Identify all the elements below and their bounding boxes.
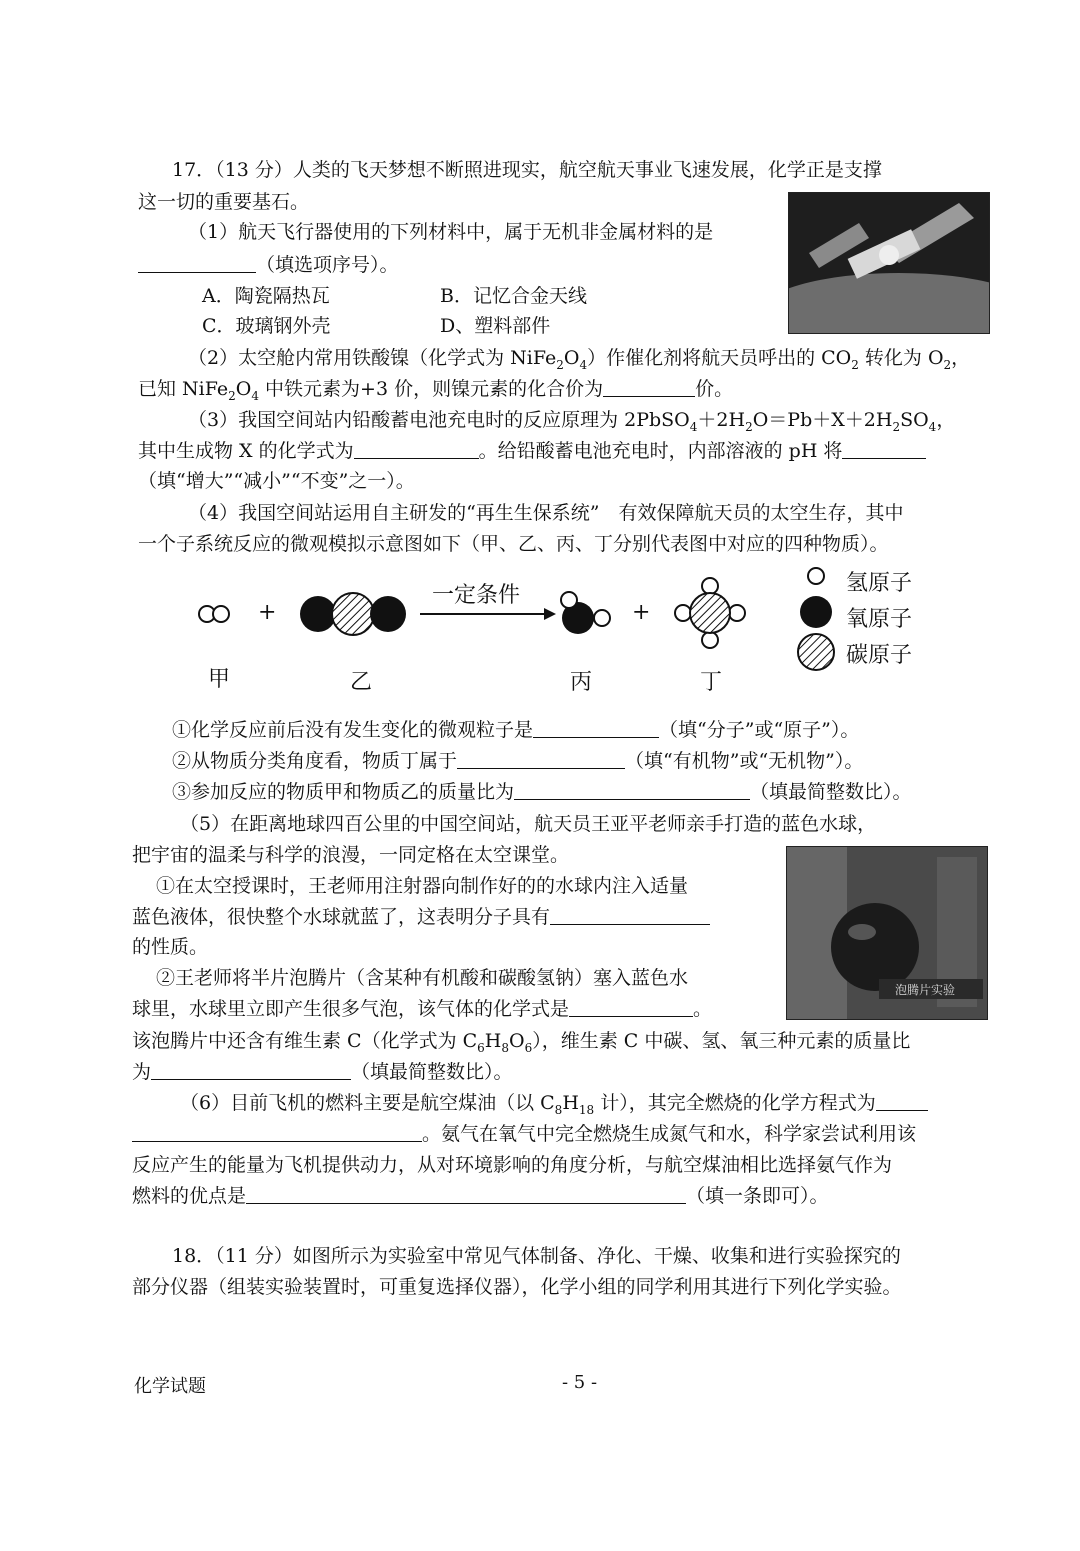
p6-text-d: 。氨气在氧气中完全燃烧生成氮气和水，科学家尝试利用该	[422, 1123, 917, 1145]
q17-part3-line-1	[188, 406, 955, 441]
q17-part6-line-2	[132, 1120, 916, 1148]
answer-blank-2[interactable]	[603, 376, 695, 397]
label-jia: 甲	[208, 667, 231, 692]
q4-2-hint: （填“有机物”或“无机物”）。	[625, 750, 864, 772]
q17-part5-sub1-line-2	[132, 903, 710, 931]
q17-part4-sub3	[172, 778, 912, 806]
q17-part5-sub2-line-4	[132, 1058, 513, 1086]
q17-part6-line-1	[180, 1089, 928, 1124]
sub-2c: 2	[943, 357, 952, 372]
sub-4d: 4	[928, 419, 937, 434]
p2-text-g: O	[235, 378, 252, 400]
option-c: C．玻璃钢外壳	[202, 315, 331, 337]
p2-text-f: 已知 NiFe	[138, 378, 229, 400]
answer-blank-4-3[interactable]	[514, 779, 750, 800]
p5-text-n: （填最简整数比）。	[351, 1061, 513, 1083]
sub-2: 2	[556, 357, 564, 372]
answer-blank-6-1a[interactable]	[876, 1090, 928, 1111]
p2-text-c: ）作催化剂将航天员呼出的 CO	[587, 347, 852, 369]
p5-text-l: ），维生素 C 中碳、氢、氧三种元素的质量比	[532, 1030, 911, 1052]
sub-2e: 2	[745, 419, 753, 434]
sub-4: 4	[579, 357, 588, 372]
molecule-bing	[561, 592, 610, 634]
q17-part6-line-3: 反应产生的能量为飞机提供动力，从对环境影响的角度分析，与航空煤油相比选择氨气作为	[132, 1154, 893, 1176]
p3-text-e: ，	[936, 409, 956, 431]
reaction-arrow	[420, 608, 556, 620]
space-station-illustration	[789, 193, 989, 333]
q18-line-1: 18．（11 分）如图所示为实验室中常见气体制备、净化、干燥、收集和进行实验探究的	[172, 1245, 901, 1267]
sub-6b: 6	[524, 1040, 533, 1055]
footer-subject: 化学试题	[134, 1376, 206, 1397]
p3-text-f: 其中生成物 X 的化学式为	[138, 440, 354, 462]
q17-part6-line-4	[132, 1182, 829, 1210]
q17-part2-line-1	[188, 344, 970, 379]
q17-part1-blank-line	[138, 251, 399, 279]
answer-blank-5-2[interactable]	[569, 996, 693, 1017]
p3-text-b: ＋2H	[697, 409, 746, 431]
footer-page-number: - 5 -	[562, 1372, 598, 1393]
answer-blank-5-1[interactable]	[550, 904, 710, 925]
p2-text-a: （2）太空舱内常用铁酸镍（化学式为 NiFe	[188, 347, 557, 369]
sub-2f: 2	[892, 419, 901, 434]
sub-4c: 4	[689, 419, 698, 434]
q17-part5-line-2: 把宇宙的温柔与科学的浪漫，一同定格在太空课堂。	[132, 844, 570, 866]
carbon-atom-symbol	[798, 634, 834, 670]
p6-text-f: 燃料的优点是	[132, 1185, 247, 1207]
q17-part5-sub1-line-3: 的性质。	[132, 936, 209, 958]
p6-text-c: 计），其完全燃烧的化学方程式为	[594, 1092, 876, 1114]
legend-carbon: 碳原子	[846, 643, 913, 668]
sub-2d: 2	[228, 388, 236, 403]
p3-text-d: SO	[900, 409, 929, 431]
sub-6: 6	[477, 1040, 485, 1055]
legend-oxygen: 氧原子	[846, 607, 913, 632]
sub-8: 8	[501, 1040, 510, 1055]
answer-blank-6-2[interactable]	[246, 1183, 686, 1204]
p5-text-d: 蓝色液体，很快整个水球就蓝了，这表明分子具有	[132, 906, 551, 928]
q17-part5-sub2-line-3	[132, 1027, 910, 1062]
legend-hydrogen: 氢原子	[846, 571, 913, 596]
photo-caption: 泡腾片实验	[895, 983, 956, 997]
q17-part4-sub1	[172, 716, 859, 744]
reaction-condition: 一定条件	[432, 583, 521, 608]
q4-3-hint: （填最简整数比）。	[750, 781, 912, 803]
hydrogen-atom-symbol	[808, 568, 824, 584]
q4-3-text: ③参加反应的物质甲和物质乙的质量比为	[172, 781, 515, 803]
q17-part5-sub2-line-1: ②王老师将半片泡腾片（含某种有机酸和碳酸氢钠）塞入蓝色水	[156, 967, 689, 989]
p2-text-i: 价。	[695, 378, 734, 400]
sub-8b: 8	[554, 1102, 563, 1117]
p3-text-c: O＝Pb＋X＋2H	[752, 409, 893, 431]
p6-text-b: H	[562, 1092, 579, 1114]
p5-text-m: 为	[132, 1061, 152, 1083]
p2-text-d: 转化为 O	[858, 347, 944, 369]
molecule-yi	[300, 593, 406, 635]
option-d: D、塑料部件	[440, 315, 551, 337]
q17-part1-hint: （填选项序号）。	[256, 254, 399, 276]
sub-4b: 4	[251, 388, 259, 403]
oxygen-atom-symbol	[800, 596, 832, 628]
p5-text-h: 。	[693, 998, 713, 1020]
molecule-jia	[199, 606, 229, 622]
p3-text-a: （3）我国空间站内铅酸蓄电池充电时的反应原理为 2PbSO	[188, 409, 690, 431]
q17-part4-line-2: 一个子系统反应的微观模拟示意图如下（甲、乙、丙、丁分别代表图中对应的四种物质）。	[138, 533, 889, 555]
space-station-photo	[788, 192, 990, 334]
sub-18: 18	[578, 1102, 595, 1117]
p2-text-h: 中铁元素为+3 价，则镍元素的化合价为	[259, 378, 604, 400]
q17-part5-line-1: （5）在距离地球四百公里的中国空间站，航天员王亚平老师亲手打造的蓝色水球，	[180, 813, 877, 835]
option-b: B．记忆合金天线	[440, 285, 587, 307]
answer-blank-1[interactable]	[138, 252, 256, 273]
q17-line-1: 17．（13 分）人类的飞天梦想不断照进现实，航空航天事业飞速发展，化学正是支撑	[172, 159, 882, 181]
answer-blank-6-1b[interactable]	[132, 1121, 422, 1142]
atom-legend-symbols	[792, 562, 842, 672]
q17-part5-sub1-line-1: ①在太空授课时，王老师用注射器向制作好的的水球内注入适量	[156, 875, 689, 897]
p2-text-e: ，	[951, 347, 971, 369]
q17-part3-line-2	[138, 437, 926, 465]
q4-2-text: ②从物质分类角度看，物质丁属于	[172, 750, 458, 772]
answer-blank-5-3[interactable]	[151, 1059, 351, 1080]
answer-blank-4-2[interactable]	[457, 748, 625, 769]
p5-text-j: H	[484, 1030, 502, 1052]
answer-blank-3b[interactable]	[842, 438, 926, 459]
q18-line-2: 部分仪器（组装实验装置时，可重复选择仪器），化学小组的同学利用其进行下列化学实验。	[132, 1276, 902, 1298]
answer-blank-4-1[interactable]	[533, 717, 659, 738]
molecule-ding	[675, 578, 745, 648]
option-a: A．陶瓷隔热瓦	[202, 285, 330, 307]
water-ball-photo	[786, 846, 988, 1020]
sub-2b: 2	[851, 357, 859, 372]
q17-part5-sub2-line-2	[132, 995, 712, 1023]
p5-text-g: 球里，水球里立即产生很多气泡，该气体的化学式是	[132, 998, 570, 1020]
water-ball-illustration	[787, 847, 987, 1019]
q17-part4-sub2	[172, 747, 863, 775]
p2-text-b: O	[563, 347, 580, 369]
plus-sign-2: +	[632, 600, 651, 625]
q17-part1-stem: （1）航天飞行器使用的下列材料中，属于无机非金属材料的是	[188, 221, 714, 243]
p3-text-g: 。给铅酸蓄电池充电时，内部溶液的 pH 将	[478, 440, 843, 462]
label-ding: 丁	[700, 670, 723, 695]
p6-text-a: （6）目前飞机的燃料主要是航空煤油（以 C	[180, 1092, 555, 1114]
label-yi: 乙	[350, 670, 373, 695]
p5-text-i: 该泡腾片中还含有维生素 C（化学式为 C	[132, 1030, 478, 1052]
q17-part4-line-1: （4）我国空间站运用自主研发的“再生生保系统” 有效保障航天员的太空生存，其中	[188, 502, 904, 524]
p5-text-k: O	[509, 1030, 525, 1052]
q17-line-2: 这一切的重要基石。	[138, 191, 310, 213]
q4-1-hint: （填“分子”或“原子”）。	[659, 719, 860, 741]
q17-part2-line-2	[138, 375, 733, 410]
plus-sign-1: +	[258, 600, 277, 625]
q17-part3-line-3: （填“增大”“减小”“不变”之一）。	[138, 470, 415, 492]
p6-text-g: （填一条即可）。	[686, 1185, 829, 1207]
answer-blank-3a[interactable]	[354, 438, 479, 459]
q4-1-text: ①化学反应前后没有发生变化的微观粒子是	[172, 719, 534, 741]
label-bing: 丙	[570, 670, 593, 695]
